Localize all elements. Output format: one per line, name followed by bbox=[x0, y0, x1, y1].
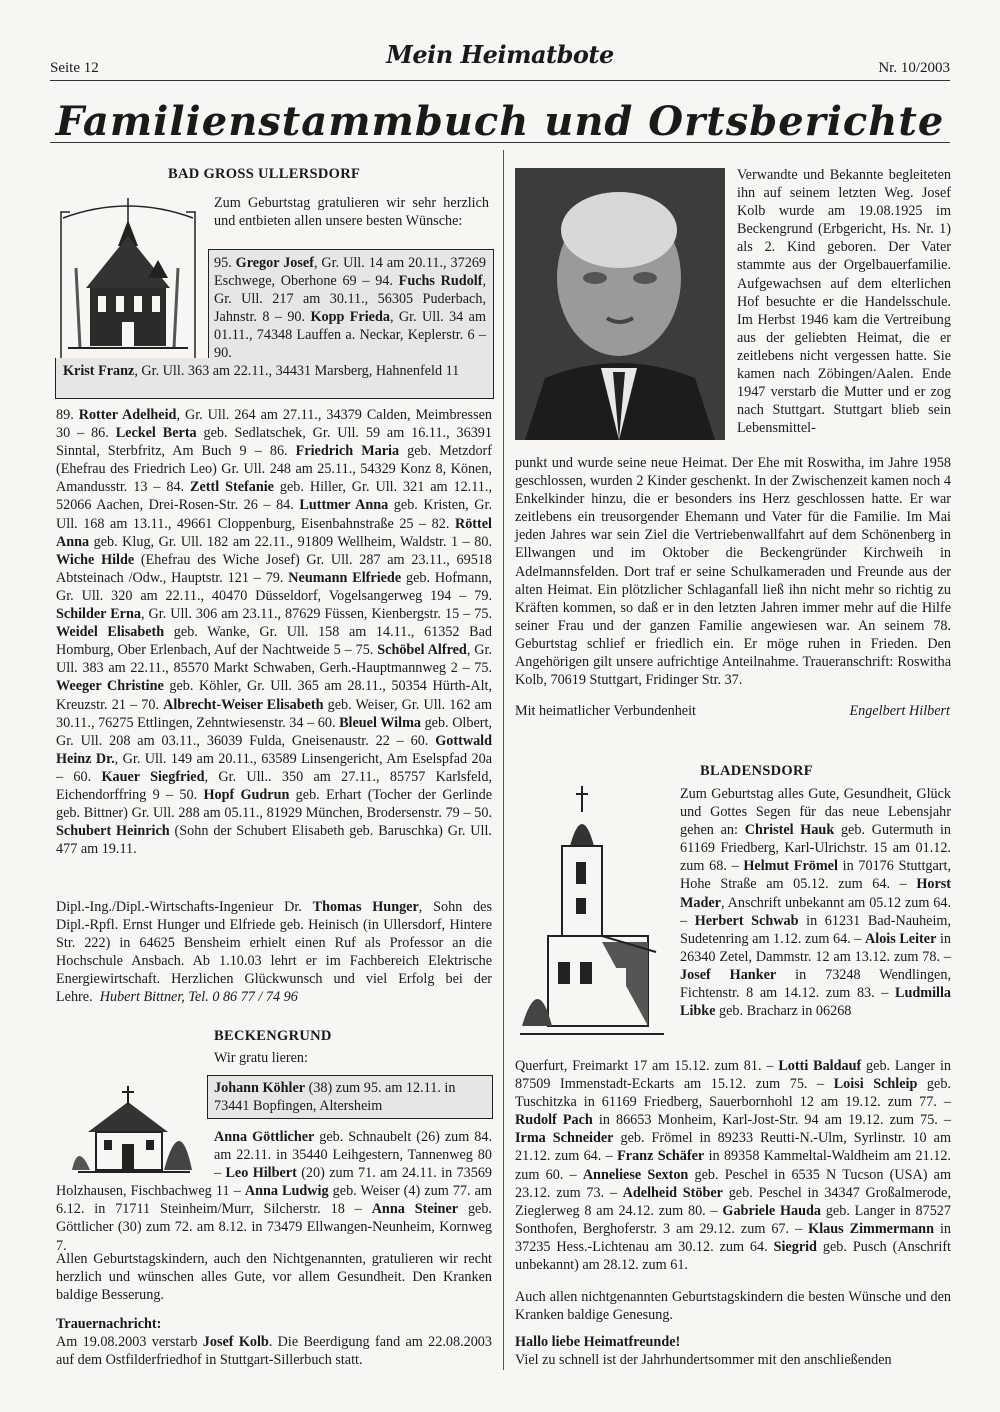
mourning-heading: Trauernachricht: bbox=[56, 1316, 162, 1332]
beck-highlight-text: Johann Köhler (38) zum 95. am 12.11. in 73441 Bopfingen, Altersheim bbox=[214, 1080, 456, 1115]
obit-closing: Mit heimatlicher Verbundenheit bbox=[515, 703, 696, 719]
bgu-news: Dipl.-Ing./Dipl.-Wirtschafts-Ingenieur Dr. Thomas Hunger, Sohn des Dipl.-Rpfl. Ernst Hunger und Elfriede geb. Heinisch (in Ullersdorf, Hintere Str. 222) in 64625 Bensheim erhielt einen Ruf als Professor an die Hochschule Ansbach. Ab 1.10.03 lehrt er im Fachbereich Elektrische Energiewirtschaft. Herzlichen Glückwunsch und viel Erfolg bei der Lehre. Hubert Bittner, Tel. 0 86 77 / 74 96 bbox=[56, 899, 492, 1006]
bgu-intro: Zum Geburtstag gratulieren wir sehr herzlich und entbieten allen unsere besten Wünsche: bbox=[214, 195, 489, 230]
beck-intro: Wir gratu lieren: bbox=[214, 1050, 308, 1066]
blad-wishes: Auch allen nichtgenannten Geburtstagskindern die besten Wünsche und den Kranken baldige Genesung. bbox=[515, 1289, 951, 1324]
bgu-birthday-list: 89. Rotter Adelheid, Gr. Ull. 264 am 27.11., 34379 Calden, Meimbressen 30 – 86. Leckel Berta geb. Sedlatschek, Gr. Ull. 59 am 16.11., 36391 Sinntal, Sterbfritz, Am Buch 9 – 86. Friedrich Maria geb. Metzdorf (Ehefrau des Friedrich Leo) Gr. Ull. 248 am 25.11., 54329 Konz 8, Könen, Amandusstr. 13 – 84. Zettl Stefanie geb. Hiller, Gr. Ull. 321 am 12.11., 52066 Aachen, Drei-Rosen-Str. 26 – 84. Luttmer Anna geb. Kristen, Gr. Ull. 168 am 13.11., 49661 Cloppenburg, Eisenbahnstraße 25 – 82. Röttel Anna geb. Klug, Gr. Ull. 182 am 22.11., 91809 Wellheim, Waldstr. 1 – 80. Wiche Hilde (Ehefrau des Wiche Josef) Gr. Ull. 287 am 23.11., 69518 Abtsteinach /Odw., Hauptstr. 121 – 79. Neumann Elfriede geb. Hofmann, Gr. Ull. 320 am 22.11., 40470 Düsseldorf, Vogelsangerweg 194 – 79. Schilder Erna, Gr. Ull. 306 am 23.11., 87629 Füssen, Kienbergstr. 15 – 75. Weidel Elisabeth geb. Wanke, Gr. Ull. 158 am 14.11., 61352 Bad Homburg, Ober Erlenbach, Auf der Nachtweide 5 – 75. Schöbel Alfred, Gr. Ull. 383 am 22.11., 85570 Markt Schwaben, Gerh.-Hauptmannweg 2 – 75. Weeger Christine geb. Köhler, Gr. Ull. 365 am 28.11., 50354 Hürth-Alt, Kreuzstr. 21 – 70. Albrecht-Weiser Elisabeth geb. Weiser, Gr. Ull. 162 am 30.11., 76275 Ettlingen, Zehntwiesenstr. 34 – 60. Bleuel Wilma geb. Olbert, Gr. Ull. 208 am 03.11., 36039 Fulda, Gneisenaustr. 22 – 60. Gottwald Heinz Dr., Gr. Ull. 149 am 20.11., 63589 Linsengericht, Am Eselspfad 20a – 60. Kauer Siegfried, Gr. Ull.. 350 am 27.11., 85757 Karlsfeld, Eichendorffring 9 – 50. Hopf Gudrun geb. Erhart (Tocher der Gerlinde geb. Bittner) Gr. Ull. 288 am 05.11., 81929 München, Brodersenstr. 79 – 50. Schubert Heinrich (Sohn der Schubert Elisabeth geb. Baruschka) Gr. Ull. 477 am 19.11. bbox=[56, 407, 493, 858]
issue-number: Nr. 10/2003 bbox=[878, 60, 950, 76]
heading-beckengrund: BECKENGRUND bbox=[214, 1028, 332, 1044]
obit-side-text: Verwandte und Bekannte begleiteten ihn auf seinem letzten Weg. Josef Kolb wurde am 19.08.1925 im Beckengrund (Erbgericht, Hs. Nr. 1) als 2. Kind geboren. Der Vater stammte aus der Orgelbauerfamilie. Aufgewachsen auf dem elterlichen Hof besuchte er die Handelsschule. Im Herbst 1946 kam die Vertreibung aus der geliebten Heimat, die er zeitlebens nicht vergessen hatte. Sie kamen nach Zöbingen/Aalen. Ende 1947 verstarb die Mutter und er zog nach Stuttgart. Stuttgart blieb sein Lebensmittel- bbox=[737, 167, 951, 437]
obit-signature: Engelbert Hilbert bbox=[849, 703, 950, 719]
page-title: Familienstammbuch und Ortsberichte bbox=[55, 98, 945, 145]
church-illustration-icon bbox=[58, 198, 198, 366]
blad-full-text: Querfurt, Freimarkt 17 am 15.12. zum 81. – Lotti Baldauf geb. Langer in 87509 Immenstadt-Eckarts am 15.12. zum 75. – Loisi Schleip geb. Tuschitzka in 61169 Friedberg, Sauerbornhohl 12 am 19.12. zum 77. – Rudolf Pach in 86653 Monheim, Karl-Jost-Str. 94 am 19.12. zum 75. – Irma Schneider geb. Frömel in 89233 Reutti-N.-Ulm, Syrlinstr. 10 am 21.12. zum 64. – Franz Schäfer in 89358 Kammeltal-Waldheim am 21.12. zum 60. – Anneliese Sexton geb. Peschel in 6535 N Tucson (USA) am 23.12. zum 73. – Adelheid Stöber geb. Peschel in 34347 Großalmerode, Zieglerweg 8 am 24.12. zum 80. – Gabriele Hauda geb. Langer in 87527 Sonthofen, Berghoferstr. 3 am 29.12. zum 67. – Klaus Zimmermann in 37235 Hess.-Lichtenau am 30.12. zum 64. Siegrid geb. Pusch (Anschrift unbekannt) am 28.12. zum 61. bbox=[515, 1058, 952, 1274]
blad-side-text: Zum Geburtstag alles Gute, Gesundheit, Glück und Gottes Segen für das neue Lebensjahr gehen an: Christel Hauk geb. Gutermuth in 61169 Friedberg, Karl-Ulrichstr. 15 am 01.12. zum 68. – Helmut Frömel in 70176 Stuttgart, Hohe Straße am 05.12. zum 64. – Horst Mader, Anschrift unbekannt am 05.12 zum 64. – Herbert Schwab in 61231 Bad-Nauheim, Sudetenring am 1.12. zum 64. – Alois Leiter in 26340 Zetel, Dammstr. 12 am 13.12. zum 78. – Josef Hanker in 73248 Wendlingen, Fichtenstr. 8 am 14.12. zum 83. – Ludmilla Libke geb. Bracharz in 06268 bbox=[680, 786, 951, 1020]
obit-full-text: punkt und wurde seine neue Heimat. Der Ehe mit Roswitha, im Jahre 1958 geschlossen, wurden 2 Kinder geschenkt. In der Zwischenzeit kamen noch 4 Enkelkinder hinzu, die er besonders ins Herz geschlossen hatte. Er war zeitlebens ein treusorgender Ehemann und Vater für die Familie. Im Mai jeden Jahres war sein Ziel die Vertriebenwallfahrt auf dem Schönenberg in Ellwangen und im Oktober die Beckengründer Kirchweih in Adelmannsfelden. Dort traf er seine Schulkameraden und Freunde aus der alten Heimat. Ein plötzlicher Schlaganfall ließ ihn nicht mehr so richtig zu Kräften kommen, so daß er in den letzten Jahren immer mehr auf die Hilfe seiner Frau und der ganzen Familie angewiesen war. An seinem 78. Geburtstag schlief er friedlich ein. Er möge ruhen in Frieden. Den Angehörigen gilt unsere aufrichtige Anteilnahme. Traueranschrift: Roswitha Kolb, 70619 Stuttgart, Fridinger Str. 37. bbox=[515, 455, 951, 689]
hello-text: Viel zu schnell ist der Jahrhundertsommer mit den anschließenden bbox=[515, 1352, 892, 1368]
hello-heading: Hallo liebe Heimatfreunde! bbox=[515, 1334, 681, 1350]
header-rule bbox=[50, 80, 950, 81]
portrait-figure-icon bbox=[515, 168, 725, 440]
heading-bladensdorf: BLADENSDORF bbox=[700, 763, 813, 779]
mourning-notice: Am 19.08.2003 verstarb Josef Kolb. Die Beerdigung fand am 22.08.2003 auf dem Ostfilderfriedhof in Stuttgart-Sillerbuch statt. bbox=[56, 1334, 492, 1369]
bgu-highlight-text-2: Krist Franz, Gr. Ull. 363 am 22.11., 34431 Marsberg, Hahnenfeld 11 bbox=[63, 363, 460, 379]
masthead: Mein Heimatbote bbox=[386, 40, 614, 69]
beck-wishes: Allen Geburtstagskindern, auch den Nichtgenannten, gratulieren wir recht herzlich und wünschen alles Gute, vor allem Gesundheit. Den Kranken baldige Besserung. bbox=[56, 1251, 492, 1304]
title-rule bbox=[50, 142, 950, 143]
page-number: Seite 12 bbox=[50, 60, 99, 76]
bgu-signature: Hubert Bittner, Tel. 0 86 77 / 74 96 bbox=[99, 989, 298, 1006]
heading-bad-gross-ullersdorf: BAD GROSS ULLERSDORF bbox=[168, 166, 361, 182]
column-divider bbox=[503, 150, 504, 1370]
bladensdorf-church-icon bbox=[518, 782, 666, 1044]
bgu-highlight-text: 95. Gregor Josef, Gr. Ull. 14 am 20.11., 37269 Eschwege, Oberhone 69 – 94. Fuchs Rudolf, Gr. Ull. 217 am 30.11., 56305 Puderbach, Jahnstr. 8 – 90. Kopp Frieda, Gr. Ull. 34 am 01.11., 74348 Lauffen a. Neckar, Keplerstr. 6 – 90. bbox=[214, 255, 487, 362]
portrait-photo bbox=[515, 168, 725, 440]
beck-birthday-list: Anna Göttlicher geb. Schnaubelt (26) zum 84. am 22.11. in 35440 Leihgestern, Tannenweg 80 – Leo Hilbert (20) zum 71. am 24.11. in 73569 Holzhausen, Fischbachweg 11 – Anna Ludwig geb. Weiser (4) zum 77. am 6.12. in 71711 Steinheim/Murr, Silcherstr. 18 – Anna Steiner geb. Göttlicher (30) zum 72. am 8.12. in 73479 Ellwangen-Neunheim, Kornweg 7. bbox=[56, 1129, 493, 1254]
